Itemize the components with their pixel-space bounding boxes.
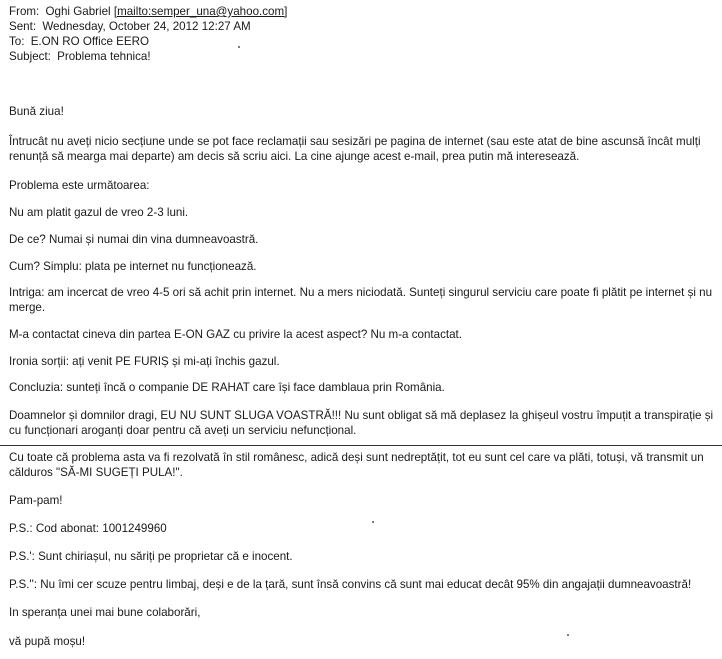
paragraph-unpaid: Nu am platit gazul de vreo 2-3 luni.: [9, 206, 189, 219]
paragraph-how: Cum? Simplu: plata pe internet nu funcționează.: [9, 260, 257, 273]
from-name: Oghi Gabriel: [45, 5, 111, 18]
from-mailto-link[interactable]: [mailto:semper_una@yahoo.com]: [113, 5, 288, 18]
from-line: [9, 4, 709, 19]
from-label: From:: [9, 5, 40, 18]
page-break-divider: [0, 445, 722, 446]
scan-speck: [372, 521, 374, 523]
greeting: Bună ziua!: [9, 105, 64, 118]
to-line: [9, 34, 709, 49]
paragraph-pam-pam: Pam-pam!: [9, 494, 63, 507]
ps-subscriber-code: P.S.: Cod abonat: 1001249960: [9, 522, 167, 535]
sent-value: Wednesday, October 24, 2012 12:27 AM: [42, 20, 251, 33]
scan-speck: [238, 46, 240, 48]
sent-line: [9, 19, 709, 34]
subject-value: Problema tehnica!: [57, 50, 151, 63]
ps-tenant: P.S.': Sunt chiriașul, nu săriți pe proprietar că e inocent.: [9, 550, 293, 563]
sign-off: vă pupă moșu!: [9, 635, 86, 648]
to-value: E.ON RO Office EERO: [30, 35, 150, 48]
subject-label: Subject:: [9, 50, 51, 63]
problem-intro: Problema este următoarea:: [9, 179, 150, 192]
paragraph-ladies-gentlemen: Doamnelor și domnilor dragi, EU NU SUNT SLUGA VOASTRĂ!!! Nu sunt obligat să mă deplasez la ghișeul vostru împuțit a transpirație și cu funcționari aroganți doar pentru că aveți un serviciu nefuncțional.: [9, 409, 714, 437]
paragraph-irony: Ironia sorții: ați venit PE FURIȘ și mi-ați închis gazul.: [9, 355, 280, 368]
to-label: To:: [9, 35, 25, 48]
email-header: [9, 4, 709, 64]
paragraph-despite: Cu toate că problema asta va fi rezolvată în stil românesc, adică deși sunt nedreptățit, tot eu sunt cel care va plăti, totuși, vă transmit un călduros "SĂ-MI SUGEȚI PULA!".: [9, 451, 704, 479]
sent-label: Sent:: [9, 20, 37, 33]
intro-paragraph: Întrucât nu aveți nicio secțiune unde se pot face reclamații sau sesizări pe pagina de internet (sau este atat de bine ascunsă încât mulți renunță să mearga mai departe) am decis să scriu aici. La cine ajunge acest e-mail, prea putin mă interesează.: [9, 135, 701, 163]
ps-language: P.S.'': Nu îmi cer scuze pentru limbaj, deși e de la țară, sunt însă convins că sunt mai educat decât 95% din angajații dumneavoastră!: [9, 578, 692, 591]
scan-speck: [567, 634, 569, 636]
paragraph-intrigue: Intriga: am incercat de vreo 4-5 ori să achit prin internet. Nu a mers niciodată. Sunteți singurul serviciu care poate fi plătit pe internet și nu merge.: [9, 286, 713, 314]
subject-line: [9, 49, 709, 64]
paragraph-conclusion: Concluzia: sunteți încă o companie DE RAHAT care își face damblaua prin România.: [9, 381, 445, 394]
paragraph-contacted: M-a contactat cineva din partea E-ON GAZ cu privire la acest aspect? Nu m-a contactat.: [9, 328, 462, 341]
closing-hope: In speranța unei mai bune colaborări,: [9, 606, 201, 619]
paragraph-why: De ce? Numai și numai din vina dumneavoastră.: [9, 233, 259, 246]
